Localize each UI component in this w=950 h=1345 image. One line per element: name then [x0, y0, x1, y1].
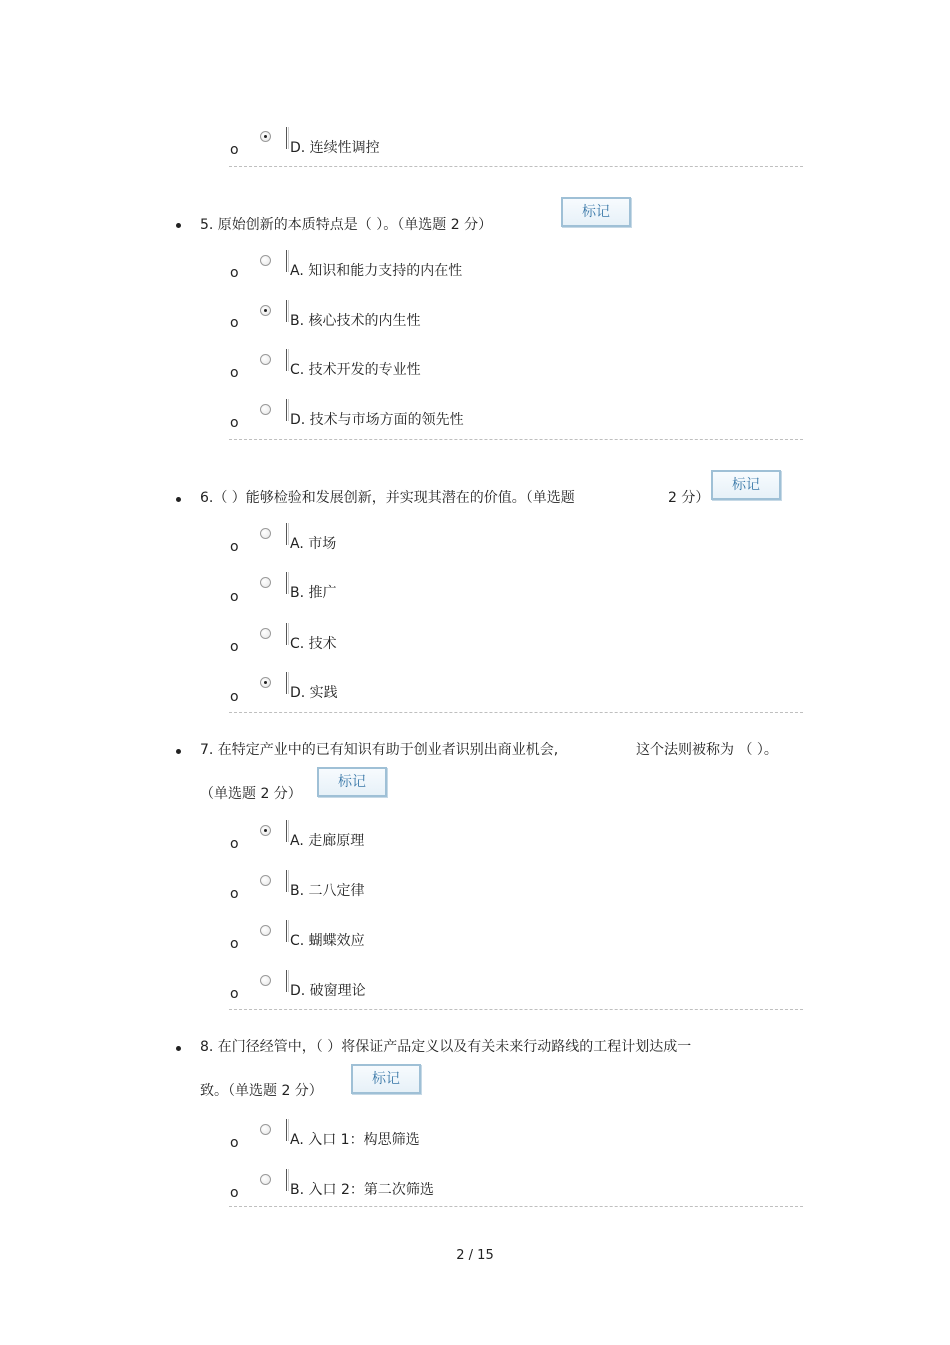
radio-q5-c[interactable]	[260, 354, 271, 365]
radio-q7-b[interactable]	[260, 875, 271, 886]
q6-mark-button[interactable]: 标记	[711, 470, 781, 500]
option-divider-icon	[286, 572, 289, 594]
page-number: 2 / 15	[456, 1248, 494, 1263]
separator	[229, 439, 803, 440]
q7-question-line1: 7. 在特定产业中的已有知识有助于创业者识别出商业机会,	[200, 742, 559, 758]
radio-q5-d[interactable]	[260, 404, 271, 415]
option-bullet: o	[230, 639, 239, 655]
option-divider-icon	[286, 1169, 289, 1191]
separator	[229, 166, 803, 167]
radio-q4-d[interactable]	[260, 131, 271, 142]
q6-option-c-label: C. 技术	[290, 636, 337, 652]
q7-option-c-label: C. 蝴蝶效应	[290, 933, 365, 949]
option-divider-icon	[286, 127, 289, 149]
radio-q5-a[interactable]	[260, 255, 271, 266]
radio-q6-b[interactable]	[260, 577, 271, 588]
option-bullet: o	[230, 265, 239, 281]
q7-question-line2: （单选题 2 分）	[200, 786, 302, 802]
option-divider-icon	[286, 820, 289, 842]
q5-option-d-label: D. 技术与市场方面的领先性	[290, 412, 464, 428]
option-bullet: o	[230, 142, 239, 158]
q7-option-d-label: D. 破窗理论	[290, 983, 366, 999]
option-bullet: o	[230, 936, 239, 952]
q8-question-line1: 8. 在门径经管中，（ ）将保证产品定义以及有关未来行动路线的工程计划达成一	[200, 1039, 692, 1055]
option-divider-icon	[286, 1119, 289, 1141]
q6-option-b-label: B. 推广	[290, 585, 337, 601]
q8-option-b-label: B. 入口 2：第二次筛选	[290, 1182, 434, 1198]
option-divider-icon	[286, 300, 289, 322]
option-bullet: o	[230, 1135, 239, 1151]
q5-option-b-label: B. 核心技术的内生性	[290, 313, 421, 329]
q5-mark-button[interactable]: 标记	[561, 197, 631, 227]
option-divider-icon	[286, 399, 289, 421]
option-bullet: o	[230, 689, 239, 705]
option-divider-icon	[286, 920, 289, 942]
q5-option-a-label: A. 知识和能力支持的内在性	[290, 263, 463, 279]
q7-option-b-label: B. 二八定律	[290, 883, 365, 899]
question-bullet	[176, 497, 181, 502]
option-divider-icon	[286, 672, 289, 694]
option-bullet: o	[230, 415, 239, 431]
q8-option-a-label: A. 入口 1：构思筛选	[290, 1132, 420, 1148]
q6-option-a-label: A. 市场	[290, 536, 337, 552]
radio-q8-b[interactable]	[260, 1174, 271, 1185]
option-bullet: o	[230, 886, 239, 902]
option-bullet: o	[230, 315, 239, 331]
radio-q5-b[interactable]	[260, 305, 271, 316]
q6-question: 6.（ ）能够检验和发展创新，并实现其潜在的价值。（单选题	[200, 490, 575, 506]
option-bullet: o	[230, 589, 239, 605]
option-divider-icon	[286, 523, 289, 545]
q7-question-line1-right: 这个法则被称为 （ ）。	[636, 742, 778, 758]
option-divider-icon	[286, 250, 289, 272]
option-bullet: o	[230, 365, 239, 381]
option-divider-icon	[286, 349, 289, 371]
q7-mark-button[interactable]: 标记	[317, 767, 387, 797]
radio-q7-c[interactable]	[260, 925, 271, 936]
separator	[229, 1206, 803, 1207]
radio-q6-c[interactable]	[260, 628, 271, 639]
option-bullet: o	[230, 986, 239, 1002]
separator	[229, 1009, 803, 1010]
option-divider-icon	[286, 970, 289, 992]
q7-option-a-label: A. 走廊原理	[290, 833, 365, 849]
q8-mark-button[interactable]: 标记	[351, 1064, 421, 1094]
q5-question: 5. 原始创新的本质特点是（ ）。（单选题 2 分）	[200, 217, 493, 233]
radio-q7-d[interactable]	[260, 975, 271, 986]
radio-q6-a[interactable]	[260, 528, 271, 539]
option-bullet: o	[230, 1185, 239, 1201]
q4-option-d-label: D. 连续性调控	[290, 140, 380, 156]
option-divider-icon	[286, 870, 289, 892]
q5-option-c-label: C. 技术开发的专业性	[290, 362, 421, 378]
q8-question-line2: 致。（单选题 2 分）	[200, 1083, 323, 1099]
option-bullet: o	[230, 836, 239, 852]
separator	[229, 712, 803, 713]
question-bullet	[176, 1046, 181, 1051]
q6-option-d-label: D. 实践	[290, 685, 338, 701]
radio-q6-d[interactable]	[260, 677, 271, 688]
radio-q7-a[interactable]	[260, 825, 271, 836]
option-bullet: o	[230, 539, 239, 555]
question-bullet	[176, 223, 181, 228]
q6-question-score: 2 分）	[668, 490, 710, 506]
question-bullet	[176, 749, 181, 754]
radio-q8-a[interactable]	[260, 1124, 271, 1135]
option-divider-icon	[286, 623, 289, 645]
